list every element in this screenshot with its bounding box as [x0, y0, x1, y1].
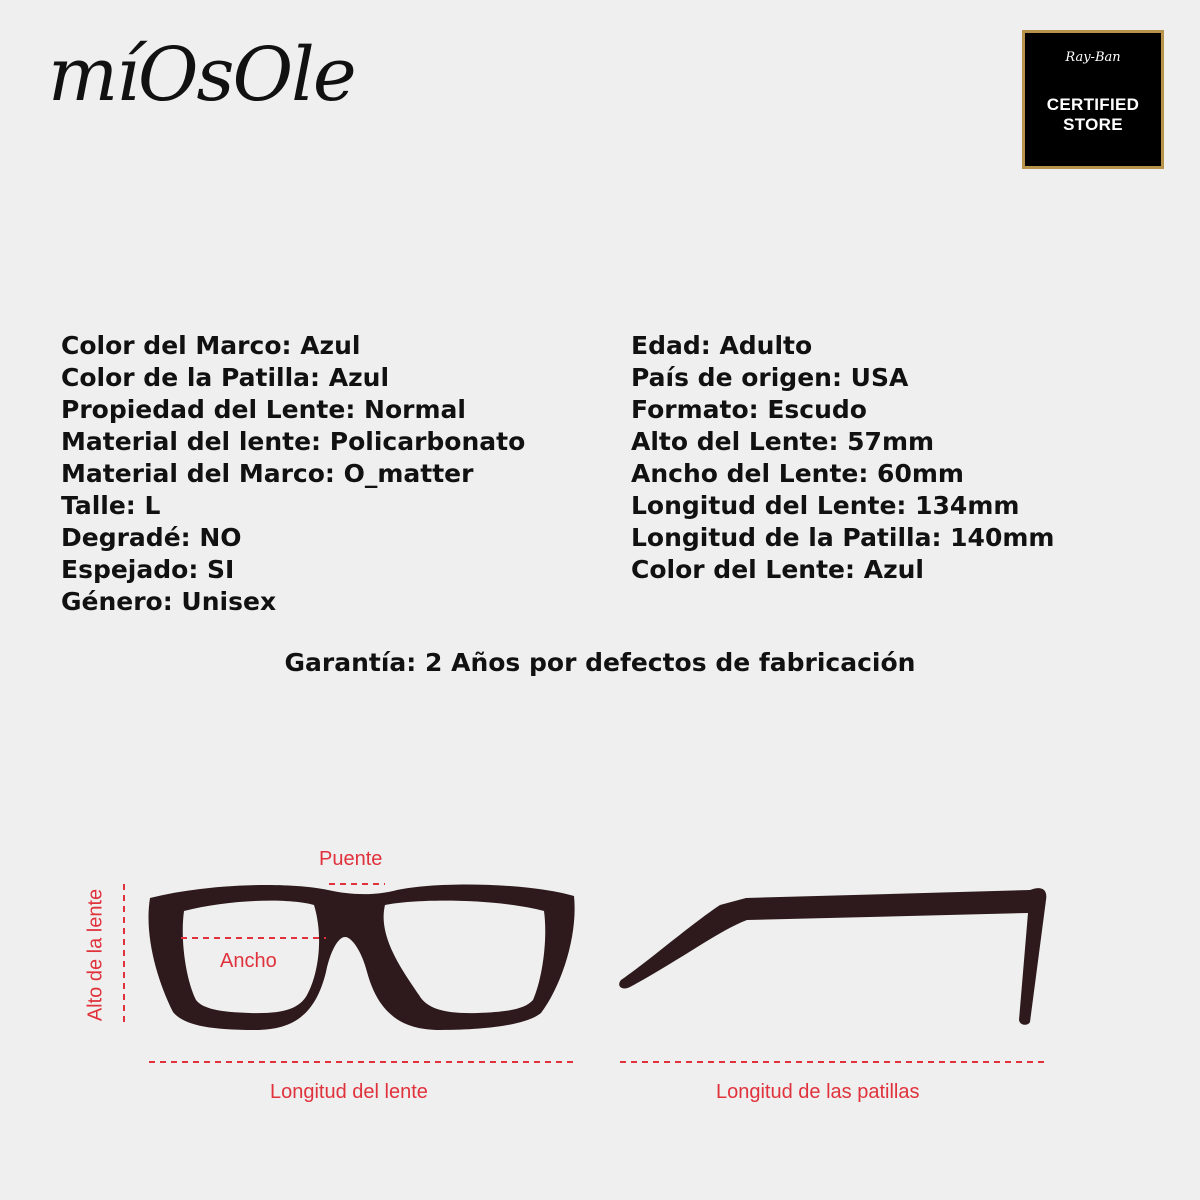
spec-lens-length: Longitud del Lente: 134mm — [631, 491, 1020, 520]
spec-lens-property: Propiedad del Lente: Normal — [61, 395, 466, 424]
spec-lens-height: Alto del Lente: 57mm — [631, 427, 935, 456]
spec-gradient: Degradé: NO — [61, 523, 242, 552]
spec-size: Talle: L — [61, 491, 161, 520]
spec-origin-country: País de origen: USA — [631, 363, 909, 392]
temple-length-label: Longitud de las patillas — [716, 1081, 920, 1103]
bridge-label: Puente — [319, 848, 383, 870]
spec-age: Edad: Adulto — [631, 331, 813, 360]
warranty-text: Garantía: 2 Años por defectos de fabricación — [284, 648, 916, 677]
spec-mirrored: Espejado: SI — [61, 555, 235, 584]
spec-gender: Género: Unisex — [61, 587, 277, 616]
badge-line-certified: CERTIFIED — [1046, 95, 1140, 114]
spec-temple-length: Longitud de la Patilla: 140mm — [631, 523, 1055, 552]
spec-shape: Formato: Escudo — [631, 395, 867, 424]
spec-lens-color: Color del Lente: Azul — [631, 555, 924, 584]
spec-lens-width: Ancho del Lente: 60mm — [631, 459, 964, 488]
spec-frame-material: Material del Marco: O_matter — [61, 459, 474, 488]
badge-line-store: STORE — [1063, 115, 1123, 134]
width-label: Ancho — [220, 950, 277, 972]
height-label: Alto de la lente — [84, 888, 107, 1022]
ray-ban-logo: Ray-Ban — [1065, 50, 1121, 65]
spec-lens-material: Material del lente: Policarbonato — [61, 427, 526, 456]
spec-frame-color: Color del Marco: Azul — [61, 331, 361, 360]
glasses-front-icon — [149, 884, 575, 1030]
brand-logo: míOsOle — [48, 32, 355, 118]
glasses-temple-icon — [619, 888, 1046, 1025]
lens-length-label: Longitud del lente — [270, 1081, 428, 1103]
spec-temple-color: Color de la Patilla: Azul — [61, 363, 390, 392]
